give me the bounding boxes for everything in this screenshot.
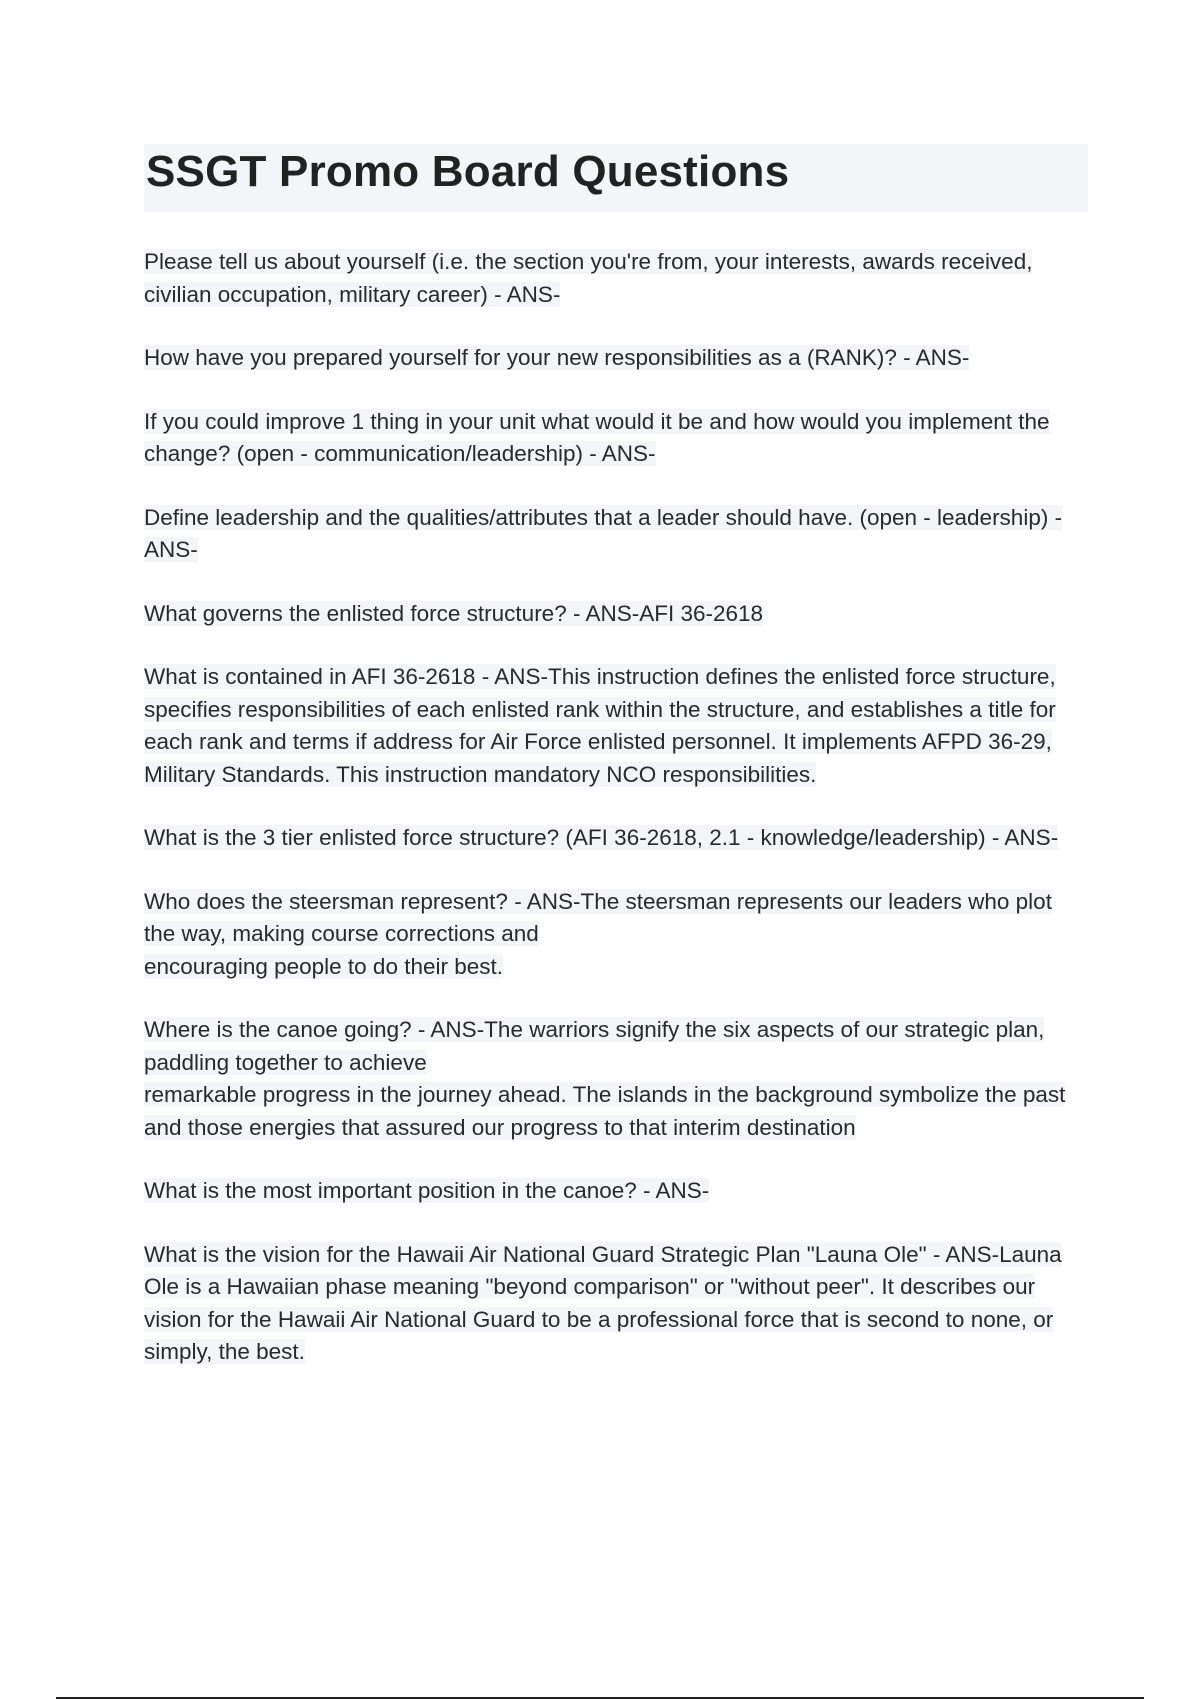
qa-item bbox=[144, 822, 1088, 855]
qa-item-text: Define leadership and the qualities/attributes that a leader should have. (open - leadership) - ANS- bbox=[144, 504, 1063, 562]
qa-item-text: Where is the canoe going? - ANS-The warriors signify the six aspects of our strategic plan, paddling together to achieve remarkable progress in the journey ahead. The islands in the background symbolize the past and those energies that assured our progress to that interim destination bbox=[144, 1017, 1066, 1140]
qa-item-text: If you could improve 1 thing in your unit what would it be and how would you implement the change? (open - communication/leadership) - ANS- bbox=[144, 408, 1050, 466]
qa-item-text: How have you prepared yourself for your new responsibilities as a (RANK)? - ANS- bbox=[144, 345, 970, 370]
qa-item-text: What is the 3 tier enlisted force structure? (AFI 36-2618, 2.1 - knowledge/leadership) - ANS- bbox=[144, 825, 1059, 850]
qa-item-text: What governs the enlisted force structure? - ANS-AFI 36-2618 bbox=[144, 600, 764, 626]
document-content bbox=[144, 144, 1088, 1400]
document-title: SSGT Promo Board Questions bbox=[144, 144, 1088, 212]
qa-item bbox=[144, 1175, 1088, 1208]
qa-item bbox=[144, 1014, 1088, 1144]
qa-item bbox=[144, 246, 1088, 311]
qa-item-text: Who does the steersman represent? - ANS-The steersman represents our leaders who plot the way, making course corrections and encouraging people to do their best. bbox=[144, 888, 1052, 979]
qa-item-text: What is the vision for the Hawaii Air National Guard Strategic Plan "Launa Ole" - ANS-Launa Ole is a Hawaiian phase meaning "beyond comparison" or "without peer". It describes our vision for the Hawaii Air National Guard to be a professional force that is second to none, or simply, the best. bbox=[144, 1241, 1062, 1364]
qa-item bbox=[144, 406, 1088, 471]
qa-item bbox=[144, 1239, 1088, 1369]
qa-item bbox=[144, 886, 1088, 984]
qa-item bbox=[144, 502, 1088, 567]
qa-item bbox=[144, 342, 1088, 375]
qa-item-text: Please tell us about yourself (i.e. the section you're from, your interests, awards received, civilian occupation, military career) - ANS- bbox=[144, 249, 1033, 307]
footer-divider bbox=[56, 1697, 1144, 1699]
qa-item bbox=[144, 661, 1088, 791]
qa-item-text: What is contained in AFI 36-2618 - ANS-This instruction defines the enlisted force structure, specifies responsibilities of each enlisted rank within the structure, and establishes a title for each rank and terms if address for Air Force enlisted personnel. It implements AFPD 36-29, Military Standards. This instruction mandatory NCO responsibilities. bbox=[144, 664, 1056, 787]
qa-item-text: What is the most important position in the canoe? - ANS- bbox=[144, 1178, 710, 1203]
qa-item bbox=[144, 598, 1088, 631]
